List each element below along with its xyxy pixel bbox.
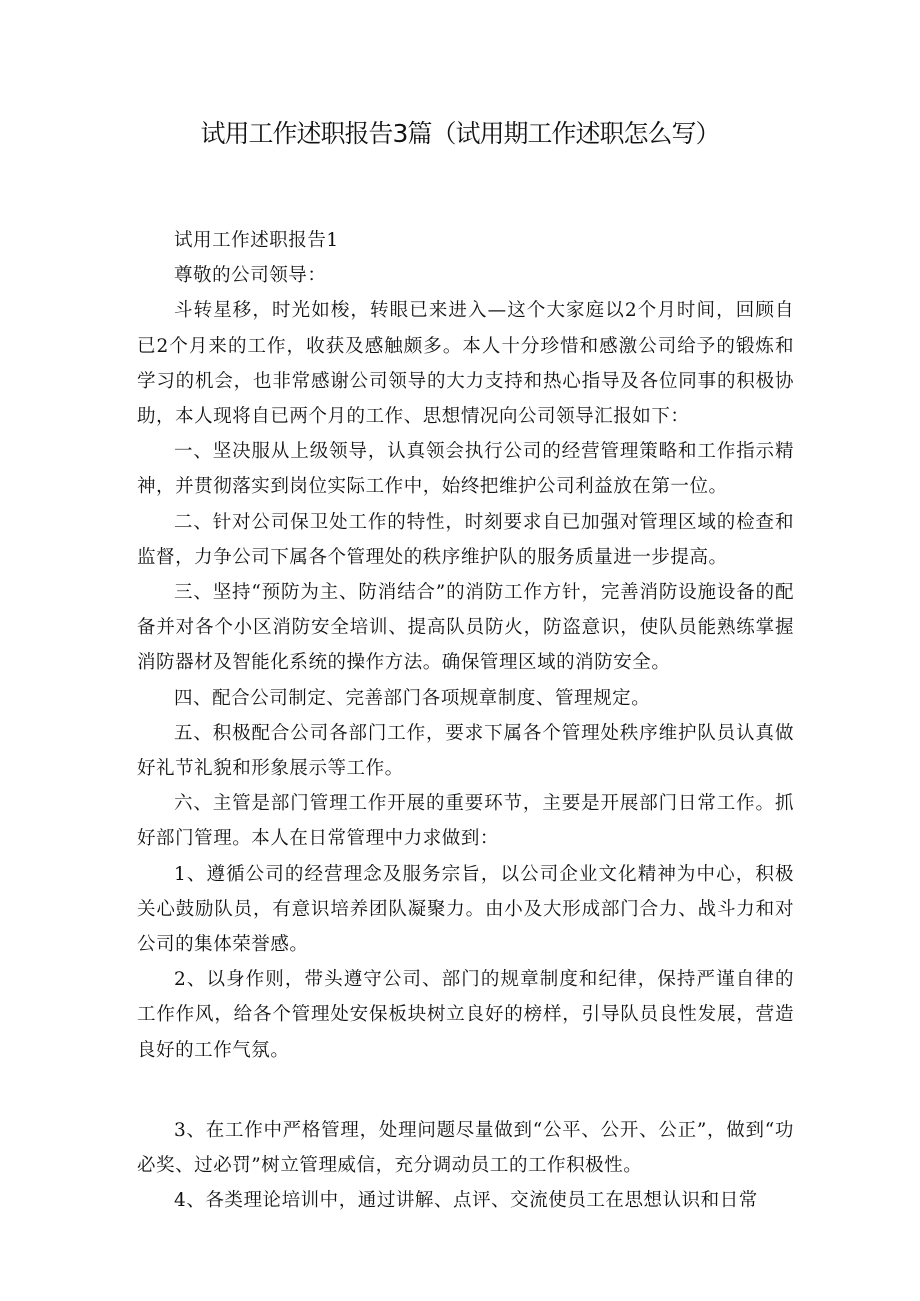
document-title: 试用工作述职报告3篇（试用期工作述职怎么写） bbox=[200, 119, 720, 148]
paragraph-spacer bbox=[137, 1068, 794, 1113]
body-paragraph: 1、遵循公司的经营理念及服务宗旨，以公司企业文化精神为中心，积极关心鼓励队员，有意识培养团队凝聚力。由小及大形成部门合力、战斗力和对公司的集体荣誉感。 bbox=[137, 863, 794, 956]
body-paragraph: 六、主管是部门管理工作开展的重要环节，主要是开展部门日常工作。抓好部门管理。本人在日常管理中力求做到： bbox=[137, 793, 794, 850]
body-paragraph: 二、针对公司保卫处工作的特性，时刻要求自已加强对管理区域的检查和监督，力争公司下属各个管理处的秩序维护队的服务质量进一步提高。 bbox=[137, 511, 794, 568]
salutation: 尊敬的公司领导： bbox=[174, 265, 327, 287]
body-paragraph: 四、配合公司制定、完善部门各项规章制度、管理规定。 bbox=[174, 687, 651, 709]
body-paragraph: 三、坚持“预防为主、防消结合”的消防工作方针，完善消防设施设备的配备并对各个小区消防安全培训、提高队员防火，防盗意识，使队员能熟练掌握消防器材及智能化系统的操作方法。确保管理区域的消防安全。 bbox=[137, 582, 794, 674]
body-paragraph: 4、各类理论培训中，通过讲解、点评、交流使员工在思想认识和日常 bbox=[174, 1190, 758, 1212]
body-paragraph: 一、坚决服从上级领导，认真领会执行公司的经营管理策略和工作指示精神，并贯彻落实到岗位实际工作中，始终把维护公司利益放在第一位。 bbox=[137, 441, 794, 498]
document-body bbox=[137, 223, 794, 1218]
body-paragraph: 五、积极配合公司各部门工作，要求下属各个管理处秩序维护队员认真做好礼节礼貌和形象展示等工作。 bbox=[137, 722, 794, 780]
body-paragraph: 2、以身作则，带头遵守公司、部门的规章制度和纪律，保持严谨自律的工作作风，给各个管理处安保板块树立良好的榜样，引导队员良性发展，营造良好的工作气氛。 bbox=[137, 969, 794, 1061]
body-paragraph: 斗转星移，时光如梭，转眼已来进入—这个大家庭以2个月时间，回顾自已2个月来的工作，收获及感触颇多。本人十分珍惜和感激公司给予的锻炼和学习的机会，也非常感谢公司领导的大力支持和热心指导及各位同事的积极协助，本人现将自已两个月的工作、思想情况向公司领导汇报如下： bbox=[137, 300, 794, 428]
body-paragraph: 3、在工作中严格管理，处理问题尽量做到“公平、公开、公正”，做到“功必奖、过必罚”树立管理威信，充分调动员工的工作积极性。 bbox=[137, 1119, 794, 1177]
section-heading: 试用工作述职报告1 bbox=[174, 230, 339, 251]
